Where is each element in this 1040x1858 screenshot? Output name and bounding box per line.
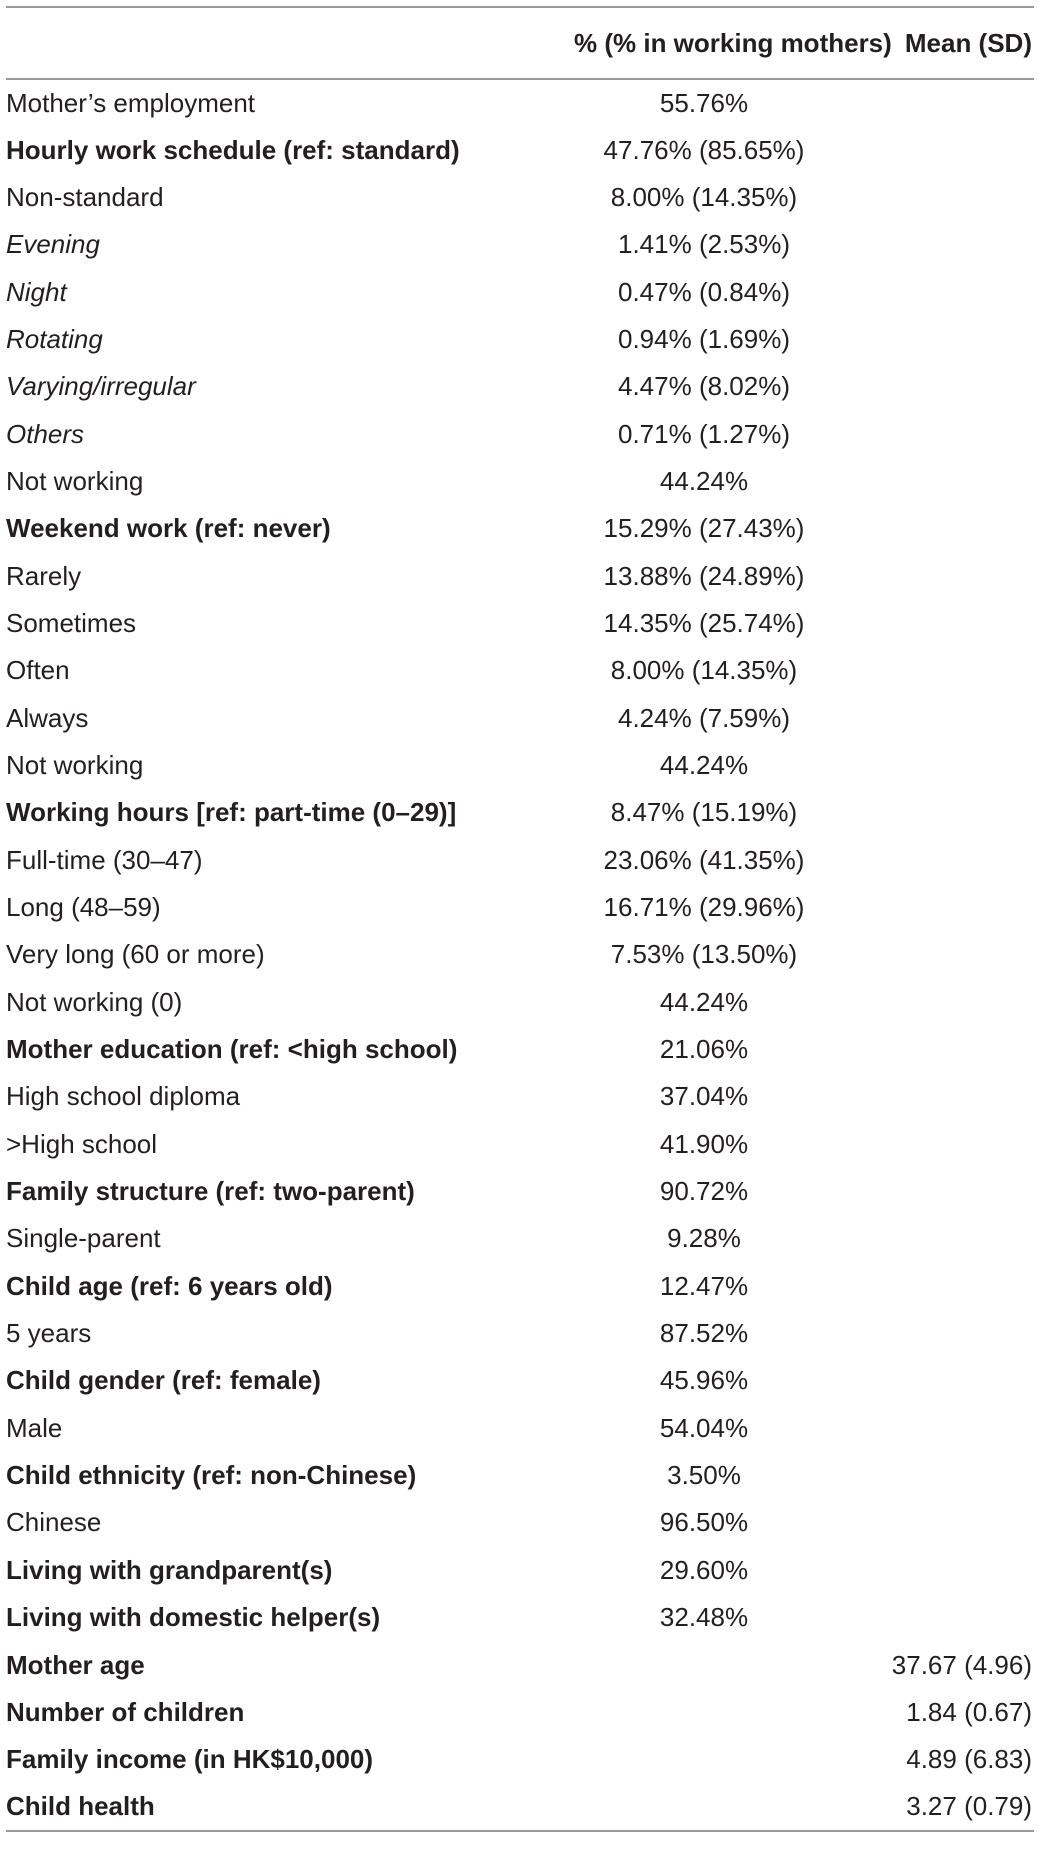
table-row bbox=[6, 1073, 1034, 1120]
row-percent: 7.53% (13.50%) bbox=[610, 939, 798, 970]
row-percent: 44.24% bbox=[659, 465, 749, 496]
row-mean-sd bbox=[834, 742, 1034, 789]
header-variable bbox=[6, 7, 574, 79]
row-label: 5 years bbox=[6, 1318, 92, 1349]
row-label: Number of children bbox=[6, 1696, 245, 1727]
row-label: >High school bbox=[6, 1128, 158, 1159]
row-mean-sd bbox=[834, 363, 1034, 410]
header-mean-sd: Mean (SD) bbox=[834, 7, 1034, 79]
row-mean-sd bbox=[834, 884, 1034, 931]
table-row bbox=[6, 647, 1034, 694]
row-mean-sd bbox=[834, 126, 1034, 173]
row-mean-sd bbox=[834, 174, 1034, 221]
row-percent: 9.28% bbox=[667, 1223, 741, 1254]
row-mean-sd: 3.27 (0.79) bbox=[834, 1783, 1034, 1830]
row-mean-sd bbox=[834, 505, 1034, 552]
row-percent: 16.71% (29.96%) bbox=[603, 892, 805, 923]
row-percent: 4.24% (7.59%) bbox=[618, 702, 790, 733]
row-percent bbox=[574, 1736, 834, 1783]
table-row bbox=[6, 1357, 1034, 1404]
row-mean-sd bbox=[834, 647, 1034, 694]
row-percent: 37.04% bbox=[659, 1081, 749, 1112]
row-mean-sd bbox=[834, 600, 1034, 647]
row-mean-sd bbox=[834, 1073, 1034, 1120]
row-mean-sd bbox=[834, 1026, 1034, 1073]
row-label: Family structure (ref: two-parent) bbox=[6, 1176, 415, 1207]
table-row bbox=[6, 789, 1034, 836]
table-row bbox=[6, 1641, 1034, 1688]
row-mean-sd bbox=[834, 1499, 1034, 1546]
row-label: Male bbox=[6, 1412, 63, 1443]
table-row bbox=[6, 1736, 1034, 1783]
table-row bbox=[6, 1263, 1034, 1310]
row-mean-sd bbox=[834, 410, 1034, 457]
row-percent: 1.41% (2.53%) bbox=[618, 229, 790, 260]
row-mean-sd bbox=[834, 1263, 1034, 1310]
table-row bbox=[6, 1026, 1034, 1073]
header-percent: % (% in working mothers) bbox=[574, 7, 834, 79]
row-label: Child age (ref: 6 years old) bbox=[6, 1270, 333, 1301]
row-percent: 8.47% (15.19%) bbox=[610, 797, 798, 828]
row-label: Rarely bbox=[6, 560, 82, 591]
row-percent: 29.60% bbox=[659, 1554, 749, 1585]
table-row bbox=[6, 837, 1034, 884]
table-row bbox=[6, 410, 1034, 457]
row-percent: 13.88% (24.89%) bbox=[603, 560, 805, 591]
row-mean-sd bbox=[834, 1310, 1034, 1357]
row-label: Hourly work schedule (ref: standard) bbox=[6, 134, 460, 165]
row-percent: 41.90% bbox=[659, 1128, 749, 1159]
table-row bbox=[6, 1215, 1034, 1262]
row-percent: 14.35% (25.74%) bbox=[603, 607, 805, 638]
row-mean-sd bbox=[834, 1594, 1034, 1641]
row-label: Weekend work (ref: never) bbox=[6, 513, 331, 544]
table-row bbox=[6, 694, 1034, 741]
row-percent: 8.00% (14.35%) bbox=[610, 655, 798, 686]
row-percent bbox=[574, 1689, 834, 1736]
row-percent: 45.96% bbox=[659, 1365, 749, 1396]
table-row bbox=[6, 221, 1034, 268]
row-mean-sd bbox=[834, 79, 1034, 126]
table-row bbox=[6, 979, 1034, 1026]
row-label: Evening bbox=[6, 229, 100, 260]
row-percent: 21.06% bbox=[659, 1034, 749, 1065]
row-label: Often bbox=[6, 655, 70, 686]
table-row bbox=[6, 1594, 1034, 1641]
row-label: Mother education (ref: <high school) bbox=[6, 1034, 458, 1065]
descriptive-statistics-table bbox=[6, 6, 1034, 1832]
table-row bbox=[6, 1689, 1034, 1736]
row-percent: 4.47% (8.02%) bbox=[618, 371, 790, 402]
row-label: Mother age bbox=[6, 1649, 145, 1680]
table-row bbox=[6, 268, 1034, 315]
row-mean-sd bbox=[834, 1215, 1034, 1262]
row-percent: 32.48% bbox=[659, 1602, 749, 1633]
table-row bbox=[6, 126, 1034, 173]
table-row bbox=[6, 316, 1034, 363]
row-label: Living with grandparent(s) bbox=[6, 1554, 333, 1585]
row-label: High school diploma bbox=[6, 1081, 241, 1112]
row-percent: 0.47% (0.84%) bbox=[618, 276, 790, 307]
row-mean-sd bbox=[834, 837, 1034, 884]
row-label: Not working (0) bbox=[6, 986, 183, 1017]
table-row bbox=[6, 505, 1034, 552]
row-label: Sometimes bbox=[6, 607, 137, 638]
row-mean-sd bbox=[834, 268, 1034, 315]
table-row bbox=[6, 174, 1034, 221]
row-percent: 44.24% bbox=[659, 986, 749, 1017]
row-mean-sd bbox=[834, 552, 1034, 599]
row-mean-sd bbox=[834, 1547, 1034, 1594]
row-mean-sd bbox=[834, 1168, 1034, 1215]
row-percent bbox=[574, 1783, 834, 1830]
row-mean-sd bbox=[834, 694, 1034, 741]
row-mean-sd bbox=[834, 1452, 1034, 1499]
row-mean-sd: 4.89 (6.83) bbox=[906, 1744, 1032, 1775]
row-percent: 12.47% bbox=[659, 1270, 749, 1301]
row-label: Child health bbox=[6, 1783, 574, 1830]
row-label: Full-time (30–47) bbox=[6, 844, 203, 875]
table-row bbox=[6, 1547, 1034, 1594]
row-percent: 0.94% (1.69%) bbox=[618, 323, 790, 354]
row-label: Night bbox=[6, 276, 67, 307]
row-percent: 54.04% bbox=[659, 1412, 749, 1443]
row-label: Rotating bbox=[6, 323, 103, 354]
row-percent: 47.76% (85.65%) bbox=[603, 134, 805, 165]
row-percent: 8.00% (14.35%) bbox=[610, 181, 798, 212]
table-row bbox=[6, 79, 1034, 126]
row-label: Single-parent bbox=[6, 1223, 161, 1254]
table-row bbox=[6, 931, 1034, 978]
row-mean-sd bbox=[834, 1405, 1034, 1452]
table-row bbox=[6, 458, 1034, 505]
row-percent: 90.72% bbox=[659, 1176, 749, 1207]
table-header-row bbox=[6, 7, 1034, 79]
row-label: Living with domestic helper(s) bbox=[6, 1602, 381, 1633]
table-row bbox=[6, 552, 1034, 599]
row-mean-sd bbox=[834, 221, 1034, 268]
table-row bbox=[6, 1405, 1034, 1452]
row-label: Very long (60 or more) bbox=[6, 939, 265, 970]
row-label: Varying/irregular bbox=[6, 371, 196, 402]
row-label: Not working bbox=[6, 749, 144, 780]
row-mean-sd bbox=[834, 1121, 1034, 1168]
row-label: Child ethnicity (ref: non-Chinese) bbox=[6, 1460, 417, 1491]
row-percent: 55.76% bbox=[659, 87, 749, 118]
row-mean-sd bbox=[834, 789, 1034, 836]
table-row bbox=[6, 1310, 1034, 1357]
row-mean-sd bbox=[834, 931, 1034, 978]
row-label: Mother’s employment bbox=[6, 87, 256, 118]
row-percent: 96.50% bbox=[659, 1507, 749, 1538]
row-label: Always bbox=[6, 702, 89, 733]
row-mean-sd bbox=[834, 458, 1034, 505]
table-row bbox=[6, 363, 1034, 410]
table-body bbox=[6, 79, 1034, 1831]
row-percent: 44.24% bbox=[659, 749, 749, 780]
row-label: Child gender (ref: female) bbox=[6, 1365, 321, 1396]
row-label: Others bbox=[6, 418, 85, 449]
row-percent: 0.71% (1.27%) bbox=[618, 418, 790, 449]
row-percent: 15.29% (27.43%) bbox=[603, 513, 805, 544]
table-row bbox=[6, 600, 1034, 647]
table-row bbox=[6, 1452, 1034, 1499]
table-row bbox=[6, 1168, 1034, 1215]
row-label: Chinese bbox=[6, 1507, 102, 1538]
row-label: Non-standard bbox=[6, 181, 164, 212]
row-label: Not working bbox=[6, 465, 144, 496]
table-row bbox=[6, 742, 1034, 789]
table-row bbox=[6, 1783, 1034, 1830]
table-row bbox=[6, 884, 1034, 931]
table-row bbox=[6, 1121, 1034, 1168]
row-percent bbox=[574, 1641, 834, 1688]
row-percent: 23.06% (41.35%) bbox=[603, 844, 805, 875]
table-row bbox=[6, 1499, 1034, 1546]
row-mean-sd: 37.67 (4.96) bbox=[891, 1649, 1032, 1680]
row-mean-sd bbox=[834, 1357, 1034, 1404]
row-label: Working hours [ref: part-time (0–29)] bbox=[6, 797, 457, 828]
row-label: Long (48–59) bbox=[6, 892, 161, 923]
row-label: Family income (in HK$10,000) bbox=[6, 1744, 374, 1775]
row-percent: 87.52% bbox=[659, 1318, 749, 1349]
row-percent: 3.50% bbox=[667, 1460, 741, 1491]
row-mean-sd: 1.84 (0.67) bbox=[906, 1696, 1032, 1727]
row-mean-sd bbox=[834, 316, 1034, 363]
row-mean-sd bbox=[834, 979, 1034, 1026]
